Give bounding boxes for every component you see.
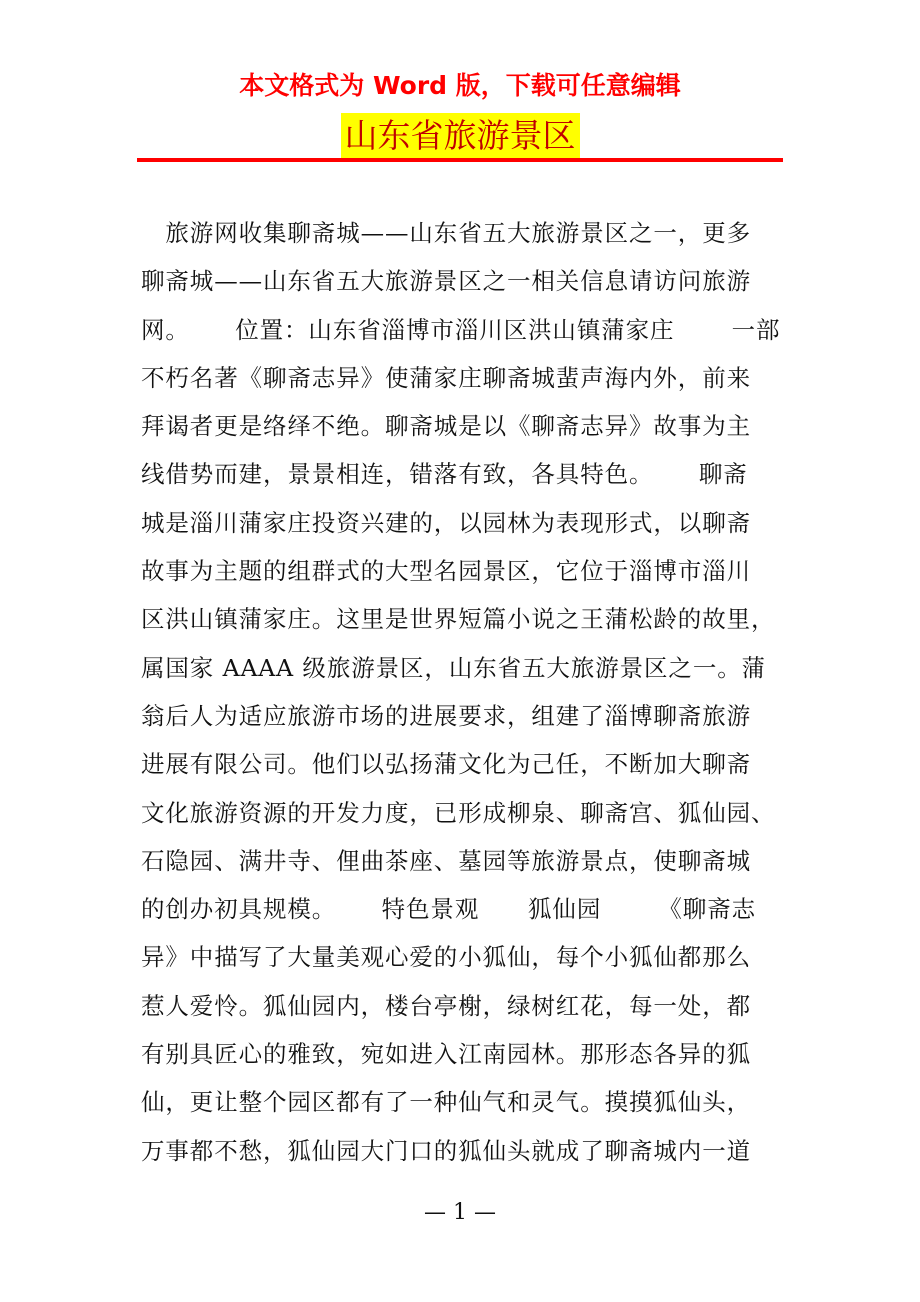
body-text-line: 有别具匠心的雅致，宛如进入江南园林。那形态各异的狐 — [141, 1040, 751, 1069]
body-text-line: 网。 位置：山东省淄博市淄川区洪山镇蒲家庄 一部 — [141, 315, 781, 344]
body-text-line: 的创办初具规模。 特色景观 狐仙园 《聊斋志 — [141, 895, 756, 924]
body-text-line: 惹人爱怜。狐仙园内，楼台亭榭，绿树红花，每一处，都 — [141, 991, 751, 1020]
body-text-line: 不朽名著《聊斋志异》使蒲家庄聊斋城蜚声海内外，前来 — [141, 363, 751, 392]
page-number: — 1 — — [424, 1200, 496, 1225]
body-text-line: 故事为主题的组群式的大型名园景区，它位于淄博市淄川 — [141, 557, 751, 586]
body-text-line: 拜谒者更是络绎不绝。聊斋城是以《聊斋志异》故事为主 — [141, 412, 751, 441]
body-text-line: 区洪山镇蒲家庄。这里是世界短篇小说之王蒲松龄的故里， — [141, 605, 776, 634]
body-text-line: 异》中描写了大量美观心爱的小狐仙，每个小狐仙都那么 — [141, 943, 751, 972]
body-text-line: 属国家 AAAA 级旅游景区，山东省五大旅游景区之一。蒲 — [141, 653, 767, 682]
body-text-line: 城是淄川蒲家庄投资兴建的，以园林为表现形式，以聊斋 — [141, 508, 751, 537]
body-text-line: 线借势而建，景景相连，错落有致，各具特色。 聊斋 — [141, 460, 748, 489]
format-notice: 本文格式为 Word 版，下载可任意编辑 — [239, 71, 681, 100]
body-text-line: 石隐园、满井寺、俚曲茶座、墓园等旅游景点，使聊斋城 — [141, 846, 751, 875]
body-text-line: 翁后人为适应旅游市场的进展要求，组建了淄博聊斋旅游 — [141, 701, 751, 730]
title-divider — [137, 158, 783, 162]
body-text-line: 仙，更让整个园区都有了一种仙气和灵气。摸摸狐仙头， — [141, 1088, 751, 1117]
document-title: 山东省旅游景区 — [341, 113, 580, 159]
body-text-line: 进展有限公司。他们以弘扬蒲文化为己任，不断加大聊斋 — [141, 750, 751, 779]
body-text-line: 旅游网收集聊斋城——山东省五大旅游景区之一，更多 — [141, 219, 751, 247]
body-text-line: 聊斋城——山东省五大旅游景区之一相关信息请访问旅游 — [141, 267, 751, 296]
body-text-line: 万事都不愁，狐仙园大门口的狐仙头就成了聊斋城内一道 — [141, 1136, 751, 1165]
title-container — [0, 113, 920, 159]
body-text-line: 文化旅游资源的开发力度，已形成柳泉、聊斋宫、狐仙园、 — [141, 798, 776, 827]
document-body — [141, 213, 791, 1179]
